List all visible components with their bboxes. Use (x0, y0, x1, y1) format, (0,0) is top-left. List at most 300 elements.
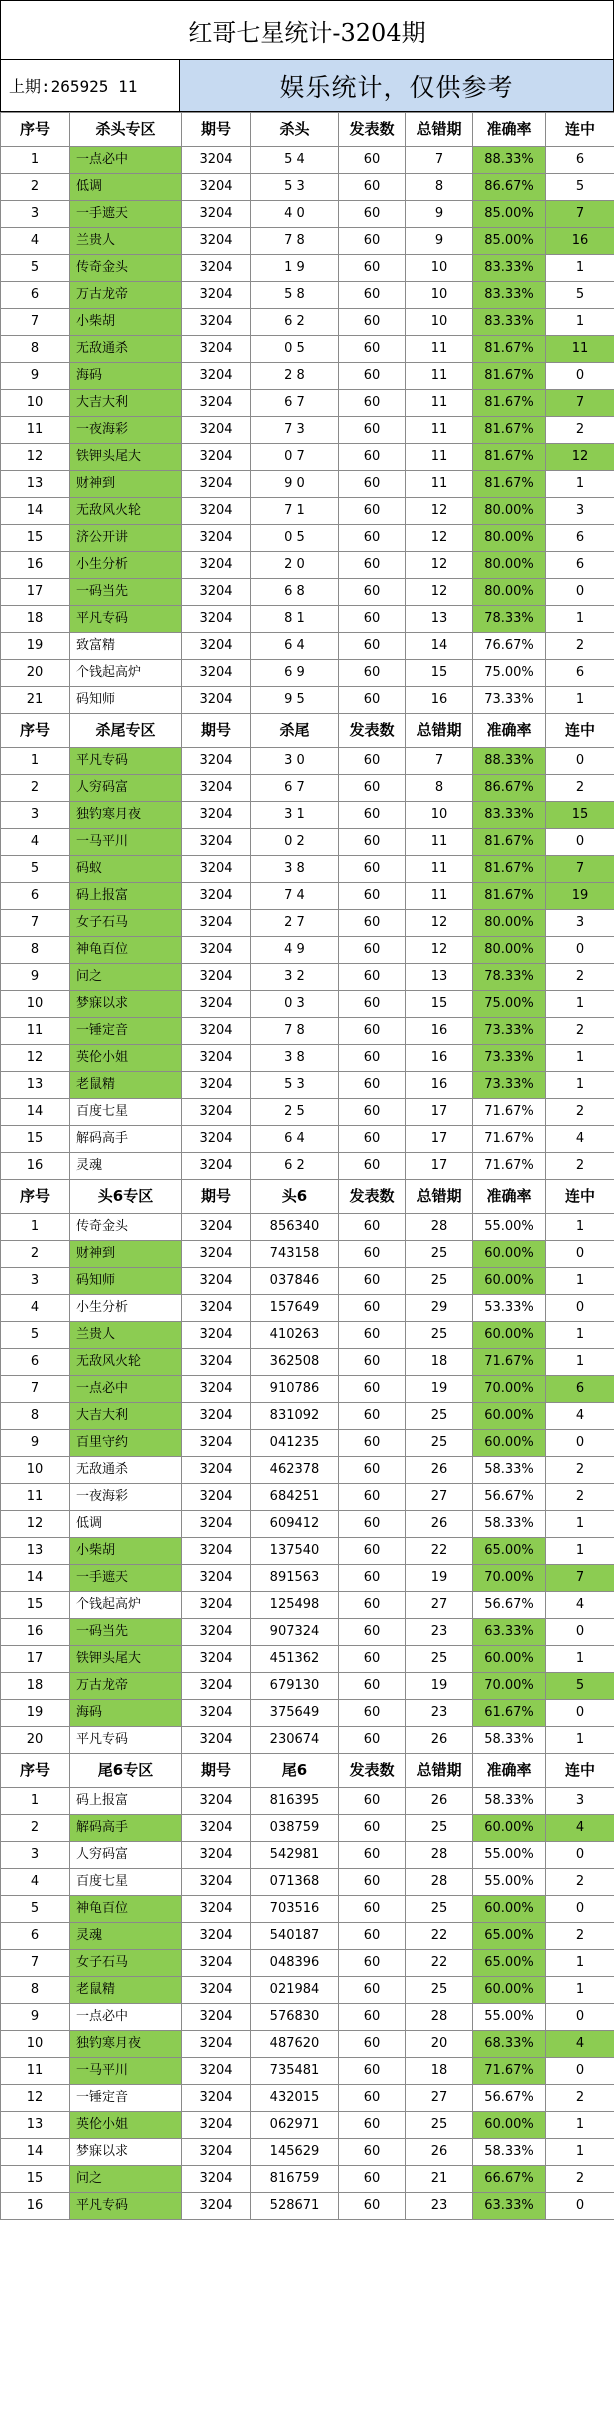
cell-name: 财神到 (70, 1241, 182, 1268)
cell-accuracy: 70.00% (473, 1565, 546, 1592)
cell-post-count: 60 (339, 606, 406, 633)
cell-issue: 3204 (182, 309, 251, 336)
cell-pick: 8 1 (251, 606, 339, 633)
cell-post-count: 60 (339, 748, 406, 775)
cell-post-count: 60 (339, 147, 406, 174)
cell-name: 小生分析 (70, 552, 182, 579)
cell-rank: 10 (1, 390, 70, 417)
cell-miss-count: 16 (406, 1045, 473, 1072)
cell-name: 小柴胡 (70, 309, 182, 336)
cell-pick: 9 0 (251, 471, 339, 498)
cell-streak: 1 (546, 1322, 614, 1349)
cell-issue: 3204 (182, 1538, 251, 1565)
cell-issue: 3204 (182, 1295, 251, 1322)
cell-name: 致富精 (70, 633, 182, 660)
cell-issue: 3204 (182, 910, 251, 937)
cell-post-count: 60 (339, 829, 406, 856)
cell-name: 万古龙帝 (70, 282, 182, 309)
cell-miss-count: 9 (406, 201, 473, 228)
cell-streak: 6 (546, 147, 614, 174)
cell-rank: 11 (1, 1484, 70, 1511)
cell-miss-count: 21 (406, 2166, 473, 2193)
cell-name: 济公开讲 (70, 525, 182, 552)
cell-streak: 3 (546, 910, 614, 937)
cell-rank: 12 (1, 1511, 70, 1538)
cell-issue: 3204 (182, 1241, 251, 1268)
column-header-streak: 连中 (546, 714, 614, 748)
table-row (1, 1592, 614, 1619)
cell-issue: 3204 (182, 1565, 251, 1592)
cell-rank: 14 (1, 1565, 70, 1592)
cell-issue: 3204 (182, 1950, 251, 1977)
cell-miss-count: 29 (406, 1295, 473, 1322)
cell-pick: 2 7 (251, 910, 339, 937)
cell-streak: 0 (546, 1241, 614, 1268)
cell-issue: 3204 (182, 1700, 251, 1727)
cell-rank: 5 (1, 255, 70, 282)
table-row (1, 1045, 614, 1072)
cell-rank: 9 (1, 2004, 70, 2031)
cell-pick: 2 5 (251, 1099, 339, 1126)
cell-issue: 3204 (182, 1646, 251, 1673)
cell-accuracy: 55.00% (473, 1214, 546, 1241)
cell-name: 一马平川 (70, 829, 182, 856)
cell-streak: 0 (546, 363, 614, 390)
cell-accuracy: 73.33% (473, 1072, 546, 1099)
cell-issue: 3204 (182, 228, 251, 255)
cell-rank: 9 (1, 1430, 70, 1457)
cell-pick: 5 4 (251, 147, 339, 174)
cell-streak: 2 (546, 1484, 614, 1511)
cell-accuracy: 60.00% (473, 1815, 546, 1842)
cell-accuracy: 80.00% (473, 498, 546, 525)
table-row (1, 1511, 614, 1538)
cell-streak: 0 (546, 579, 614, 606)
column-header-streak: 连中 (546, 1754, 614, 1788)
cell-name: 梦寐以求 (70, 2139, 182, 2166)
cell-miss-count: 13 (406, 964, 473, 991)
cell-post-count: 60 (339, 471, 406, 498)
cell-issue: 3204 (182, 1045, 251, 1072)
cell-accuracy: 81.67% (473, 829, 546, 856)
cell-pick: 3 8 (251, 856, 339, 883)
cell-pick: 9 5 (251, 687, 339, 714)
cell-accuracy: 83.33% (473, 255, 546, 282)
cell-accuracy: 78.33% (473, 606, 546, 633)
cell-name: 灵魂 (70, 1923, 182, 1950)
cell-rank: 2 (1, 1815, 70, 1842)
cell-accuracy: 86.67% (473, 775, 546, 802)
table-row (1, 660, 614, 687)
cell-name: 一点必中 (70, 1376, 182, 1403)
cell-name: 英伦小姐 (70, 1045, 182, 1072)
cell-pick: 831092 (251, 1403, 339, 1430)
column-header-accuracy: 准确率 (473, 714, 546, 748)
cell-pick: 542981 (251, 1842, 339, 1869)
cell-rank: 3 (1, 1268, 70, 1295)
cell-rank: 17 (1, 579, 70, 606)
cell-post-count: 60 (339, 1403, 406, 1430)
cell-rank: 4 (1, 1295, 70, 1322)
table-row (1, 1842, 614, 1869)
cell-rank: 1 (1, 147, 70, 174)
cell-streak: 0 (546, 937, 614, 964)
cell-name: 平凡专码 (70, 748, 182, 775)
cell-post-count: 60 (339, 2139, 406, 2166)
cell-post-count: 60 (339, 1869, 406, 1896)
cell-miss-count: 12 (406, 937, 473, 964)
cell-name: 平凡专码 (70, 1727, 182, 1754)
cell-pick: 609412 (251, 1511, 339, 1538)
cell-post-count: 60 (339, 1788, 406, 1815)
cell-rank: 3 (1, 802, 70, 829)
table-row (1, 282, 614, 309)
table-row (1, 748, 614, 775)
cell-name: 解码高手 (70, 1126, 182, 1153)
cell-streak: 1 (546, 471, 614, 498)
cell-streak: 1 (546, 1977, 614, 2004)
cell-streak: 12 (546, 444, 614, 471)
cell-streak: 1 (546, 1950, 614, 1977)
cell-streak: 1 (546, 687, 614, 714)
cell-miss-count: 11 (406, 336, 473, 363)
cell-accuracy: 88.33% (473, 147, 546, 174)
cell-name: 独钓寒月夜 (70, 802, 182, 829)
table-row (1, 1923, 614, 1950)
cell-miss-count: 13 (406, 606, 473, 633)
cell-issue: 3204 (182, 2112, 251, 2139)
table-row (1, 1457, 614, 1484)
cell-post-count: 60 (339, 883, 406, 910)
cell-accuracy: 80.00% (473, 579, 546, 606)
cell-post-count: 60 (339, 1099, 406, 1126)
cell-streak: 0 (546, 748, 614, 775)
cell-post-count: 60 (339, 1484, 406, 1511)
column-header-name: 尾6专区 (70, 1754, 182, 1788)
cell-post-count: 60 (339, 1126, 406, 1153)
cell-rank: 7 (1, 1376, 70, 1403)
cell-post-count: 60 (339, 2031, 406, 2058)
cell-accuracy: 80.00% (473, 552, 546, 579)
cell-name: 独钓寒月夜 (70, 2031, 182, 2058)
cell-rank: 15 (1, 525, 70, 552)
cell-post-count: 60 (339, 525, 406, 552)
column-header-post-count: 发表数 (339, 714, 406, 748)
cell-post-count: 60 (339, 1565, 406, 1592)
cell-miss-count: 25 (406, 1646, 473, 1673)
cell-pick: 432015 (251, 2085, 339, 2112)
table-row (1, 1072, 614, 1099)
cell-miss-count: 28 (406, 1214, 473, 1241)
cell-miss-count: 25 (406, 1815, 473, 1842)
cell-issue: 3204 (182, 687, 251, 714)
column-header-miss-count: 总错期 (406, 714, 473, 748)
cell-accuracy: 81.67% (473, 471, 546, 498)
table-row (1, 2004, 614, 2031)
cell-miss-count: 10 (406, 255, 473, 282)
cell-issue: 3204 (182, 748, 251, 775)
cell-accuracy: 81.67% (473, 883, 546, 910)
cell-rank: 4 (1, 829, 70, 856)
table-row (1, 255, 614, 282)
cell-pick: 816395 (251, 1788, 339, 1815)
cell-name: 兰贵人 (70, 228, 182, 255)
cell-miss-count: 10 (406, 309, 473, 336)
cell-miss-count: 17 (406, 1153, 473, 1180)
cell-post-count: 60 (339, 1815, 406, 1842)
cell-streak: 3 (546, 1788, 614, 1815)
cell-post-count: 60 (339, 2058, 406, 2085)
cell-post-count: 60 (339, 1950, 406, 1977)
cell-pick: 6 2 (251, 309, 339, 336)
cell-streak: 6 (546, 1376, 614, 1403)
cell-post-count: 60 (339, 309, 406, 336)
cell-accuracy: 56.67% (473, 1484, 546, 1511)
cell-rank: 9 (1, 363, 70, 390)
cell-streak: 1 (546, 1214, 614, 1241)
column-header-pick: 杀头 (251, 113, 339, 147)
cell-rank: 19 (1, 1700, 70, 1727)
table-row (1, 147, 614, 174)
table-row (1, 802, 614, 829)
cell-streak: 0 (546, 1896, 614, 1923)
cell-name: 一手遮天 (70, 1565, 182, 1592)
cell-miss-count: 25 (406, 1403, 473, 1430)
cell-pick: 487620 (251, 2031, 339, 2058)
cell-name: 低调 (70, 174, 182, 201)
cell-issue: 3204 (182, 174, 251, 201)
column-header-name: 杀尾专区 (70, 714, 182, 748)
cell-accuracy: 73.33% (473, 687, 546, 714)
cell-post-count: 60 (339, 390, 406, 417)
cell-rank: 16 (1, 1153, 70, 1180)
cell-name: 无敌通杀 (70, 1457, 182, 1484)
cell-rank: 18 (1, 1673, 70, 1700)
cell-pick: 7 1 (251, 498, 339, 525)
cell-issue: 3204 (182, 363, 251, 390)
table-row (1, 633, 614, 660)
table-row (1, 1153, 614, 1180)
cell-post-count: 60 (339, 579, 406, 606)
column-header-streak: 连中 (546, 1180, 614, 1214)
table-row (1, 579, 614, 606)
cell-rank: 15 (1, 2166, 70, 2193)
cell-rank: 8 (1, 937, 70, 964)
column-header-accuracy: 准确率 (473, 1754, 546, 1788)
table-row (1, 1788, 614, 1815)
cell-streak: 7 (546, 1565, 614, 1592)
cell-issue: 3204 (182, 1673, 251, 1700)
cell-pick: 816759 (251, 2166, 339, 2193)
cell-name: 大吉大利 (70, 390, 182, 417)
cell-issue: 3204 (182, 201, 251, 228)
cell-issue: 3204 (182, 1977, 251, 2004)
cell-post-count: 60 (339, 964, 406, 991)
cell-streak: 4 (546, 1592, 614, 1619)
cell-streak: 6 (546, 660, 614, 687)
cell-issue: 3204 (182, 2166, 251, 2193)
cell-streak: 1 (546, 1349, 614, 1376)
cell-rank: 7 (1, 1950, 70, 1977)
cell-miss-count: 11 (406, 883, 473, 910)
cell-post-count: 60 (339, 336, 406, 363)
cell-accuracy: 73.33% (473, 1018, 546, 1045)
cell-accuracy: 66.67% (473, 2166, 546, 2193)
column-header-pick: 杀尾 (251, 714, 339, 748)
cell-miss-count: 12 (406, 579, 473, 606)
cell-name: 小柴胡 (70, 1538, 182, 1565)
table-row (1, 775, 614, 802)
cell-name: 平凡专码 (70, 2193, 182, 2220)
cell-pick: 2 8 (251, 363, 339, 390)
cell-rank: 16 (1, 2193, 70, 2220)
cell-accuracy: 55.00% (473, 1842, 546, 1869)
cell-post-count: 60 (339, 2112, 406, 2139)
cell-pick: 5 3 (251, 174, 339, 201)
cell-post-count: 60 (339, 660, 406, 687)
cell-pick: 735481 (251, 2058, 339, 2085)
cell-accuracy: 61.67% (473, 1700, 546, 1727)
cell-name: 铁钾头尾大 (70, 444, 182, 471)
table-row (1, 174, 614, 201)
cell-post-count: 60 (339, 1430, 406, 1457)
cell-accuracy: 58.33% (473, 1788, 546, 1815)
table-row (1, 829, 614, 856)
table-row (1, 2058, 614, 2085)
table-row (1, 552, 614, 579)
cell-name: 一点必中 (70, 147, 182, 174)
cell-post-count: 60 (339, 1268, 406, 1295)
cell-rank: 14 (1, 498, 70, 525)
cell-pick: 3 0 (251, 748, 339, 775)
cell-pick: 528671 (251, 2193, 339, 2220)
cell-streak: 1 (546, 1727, 614, 1754)
cell-issue: 3204 (182, 1457, 251, 1484)
info-row (0, 60, 614, 112)
cell-rank: 2 (1, 1241, 70, 1268)
cell-accuracy: 75.00% (473, 660, 546, 687)
cell-accuracy: 73.33% (473, 1045, 546, 1072)
cell-issue: 3204 (182, 2058, 251, 2085)
cell-accuracy: 70.00% (473, 1376, 546, 1403)
column-header-accuracy: 准确率 (473, 1180, 546, 1214)
cell-post-count: 60 (339, 444, 406, 471)
column-header-miss-count: 总错期 (406, 113, 473, 147)
cell-miss-count: 26 (406, 1727, 473, 1754)
cell-pick: 679130 (251, 1673, 339, 1700)
cell-streak: 0 (546, 1295, 614, 1322)
cell-post-count: 60 (339, 775, 406, 802)
cell-streak: 2 (546, 2085, 614, 2112)
table-row (1, 1700, 614, 1727)
cell-pick: 451362 (251, 1646, 339, 1673)
cell-post-count: 60 (339, 1072, 406, 1099)
cell-post-count: 60 (339, 1673, 406, 1700)
cell-miss-count: 26 (406, 1788, 473, 1815)
cell-streak: 4 (546, 2031, 614, 2058)
table-row (1, 1099, 614, 1126)
cell-issue: 3204 (182, 390, 251, 417)
table-row (1, 1950, 614, 1977)
cell-rank: 13 (1, 2112, 70, 2139)
cell-accuracy: 65.00% (473, 1923, 546, 1950)
cell-pick: 0 5 (251, 336, 339, 363)
table-row (1, 1349, 614, 1376)
cell-streak: 0 (546, 2193, 614, 2220)
table-row (1, 228, 614, 255)
cell-rank: 20 (1, 1727, 70, 1754)
cell-issue: 3204 (182, 2004, 251, 2031)
table-row (1, 1018, 614, 1045)
cell-issue: 3204 (182, 1619, 251, 1646)
cell-pick: 410263 (251, 1322, 339, 1349)
cell-post-count: 60 (339, 910, 406, 937)
cell-post-count: 60 (339, 1349, 406, 1376)
cell-accuracy: 55.00% (473, 1869, 546, 1896)
column-header-issue: 期号 (182, 1180, 251, 1214)
cell-issue: 3204 (182, 1214, 251, 1241)
cell-name: 一锤定音 (70, 1018, 182, 1045)
cell-pick: 3 1 (251, 802, 339, 829)
cell-accuracy: 81.67% (473, 444, 546, 471)
cell-post-count: 60 (339, 937, 406, 964)
cell-rank: 5 (1, 1896, 70, 1923)
cell-post-count: 60 (339, 552, 406, 579)
cell-name: 海码 (70, 363, 182, 390)
cell-post-count: 60 (339, 1153, 406, 1180)
cell-streak: 15 (546, 802, 614, 829)
cell-issue: 3204 (182, 579, 251, 606)
table-row (1, 1322, 614, 1349)
table-row (1, 2112, 614, 2139)
cell-miss-count: 23 (406, 1619, 473, 1646)
cell-name: 神龟百位 (70, 937, 182, 964)
cell-accuracy: 81.67% (473, 363, 546, 390)
cell-post-count: 60 (339, 1018, 406, 1045)
cell-pick: 910786 (251, 1376, 339, 1403)
cell-name: 百度七星 (70, 1869, 182, 1896)
cell-rank: 4 (1, 1869, 70, 1896)
cell-pick: 0 5 (251, 525, 339, 552)
cell-accuracy: 76.67% (473, 633, 546, 660)
cell-pick: 6 9 (251, 660, 339, 687)
cell-miss-count: 25 (406, 1268, 473, 1295)
cell-pick: 7 8 (251, 228, 339, 255)
cell-issue: 3204 (182, 147, 251, 174)
cell-streak: 5 (546, 174, 614, 201)
cell-name: 问之 (70, 964, 182, 991)
cell-miss-count: 16 (406, 1018, 473, 1045)
cell-accuracy: 56.67% (473, 1592, 546, 1619)
cell-miss-count: 26 (406, 1511, 473, 1538)
column-header-miss-count: 总错期 (406, 1754, 473, 1788)
table-row (1, 1214, 614, 1241)
cell-issue: 3204 (182, 991, 251, 1018)
table-row (1, 2193, 614, 2220)
cell-streak: 1 (546, 1646, 614, 1673)
table-row (1, 525, 614, 552)
cell-streak: 1 (546, 991, 614, 1018)
table-row (1, 1673, 614, 1700)
cell-miss-count: 25 (406, 2112, 473, 2139)
cell-miss-count: 10 (406, 282, 473, 309)
cell-issue: 3204 (182, 498, 251, 525)
table-row (1, 937, 614, 964)
cell-name: 神龟百位 (70, 1896, 182, 1923)
cell-issue: 3204 (182, 1592, 251, 1619)
cell-accuracy: 85.00% (473, 228, 546, 255)
cell-name: 码蚁 (70, 856, 182, 883)
